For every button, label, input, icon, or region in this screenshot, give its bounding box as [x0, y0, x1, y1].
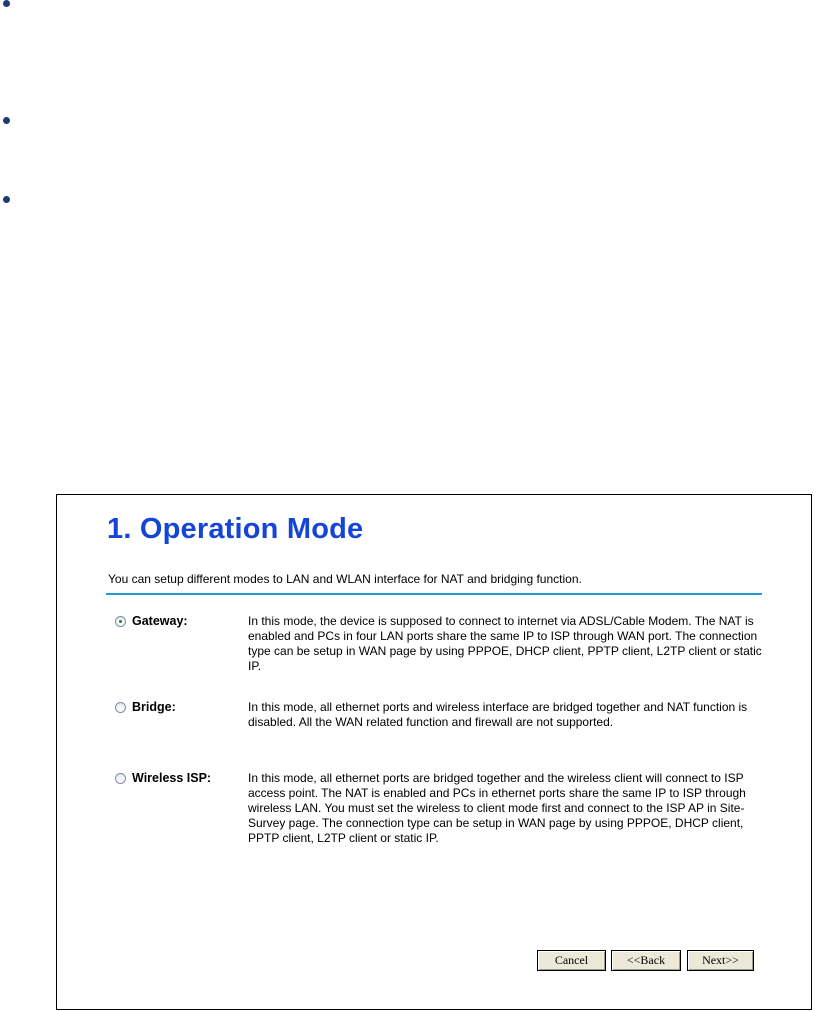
- wireless-isp-radio[interactable]: [115, 773, 126, 784]
- mode-description: In this mode, all ethernet ports are bridged together and the wireless client will connect to ISP access point. The NAT is enabled and PCs in ethernet ports share the same IP to ISP through wireless LAN. You must set the wireless to client mode first and connect to the ISP AP in Site-Survey page. The connection type can be setup in WAN page by using PPPOE, DHCP client, PPTP client, L2TP client or static IP.: [248, 771, 746, 845]
- setup-wizard-panel: [56, 494, 812, 1010]
- page-title: 1. Operation Mode: [107, 513, 364, 545]
- mode-name: Bridge:: [132, 700, 176, 714]
- back-button[interactable]: <<Back: [611, 950, 681, 971]
- bullet-icon: [3, 0, 10, 7]
- bridge-radio-label[interactable]: [115, 700, 176, 714]
- next-button[interactable]: Next>>: [687, 950, 754, 971]
- gateway-radio-label[interactable]: [115, 614, 188, 628]
- cancel-button[interactable]: Cancel: [537, 950, 606, 971]
- intro-text: You can setup different modes to LAN and WLAN interface for NAT and bridging function.: [108, 572, 582, 586]
- mode-description: In this mode, the device is supposed to connect to internet via ADSL/Cable Modem. The NAT is enabled and PCs in four LAN ports share the same IP to ISP through WAN port. The connection type can be setup in WAN page by using PPPOE, DHCP client, PPTP client, L2TP client or static IP.: [248, 614, 762, 673]
- title-divider: [106, 593, 762, 595]
- bullet-icon: [3, 117, 10, 124]
- wireless-isp-radio-label[interactable]: [115, 771, 211, 785]
- bullet-icon: [3, 196, 10, 203]
- mode-name: Wireless ISP:: [132, 771, 212, 785]
- mode-name: Gateway:: [132, 614, 188, 628]
- gateway-radio[interactable]: [115, 616, 126, 627]
- mode-description: In this mode, all ethernet ports and wireless interface are bridged together and NAT function is disabled. All the WAN related function and firewall are not supported.: [248, 700, 748, 729]
- bridge-radio[interactable]: [115, 702, 126, 713]
